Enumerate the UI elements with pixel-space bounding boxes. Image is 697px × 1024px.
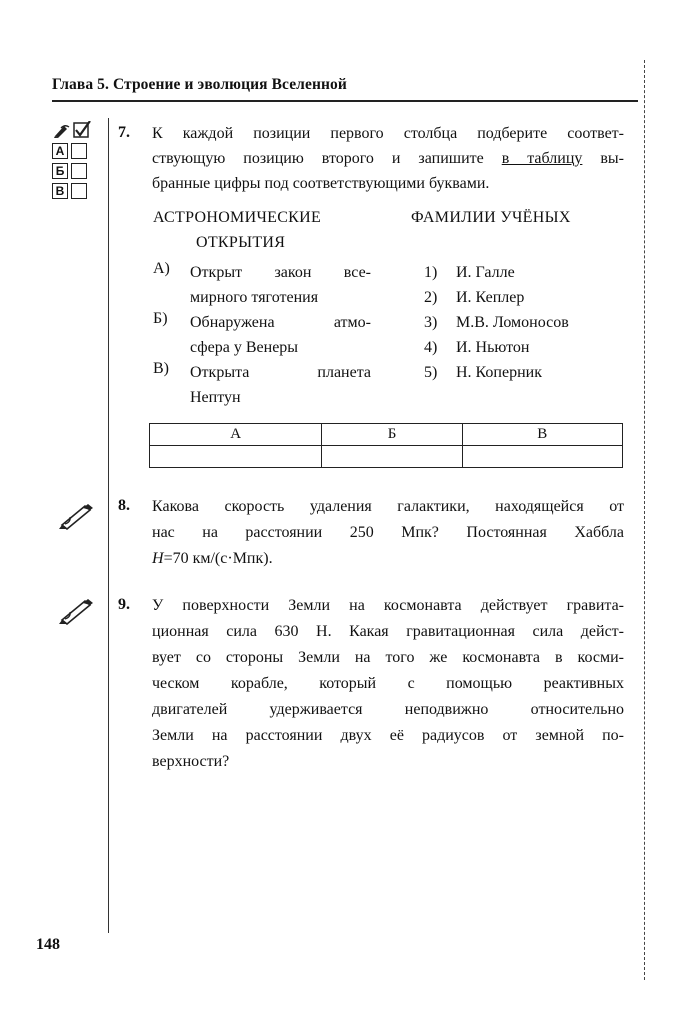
item-number: 1)	[424, 264, 438, 281]
table-header-cell: Б	[322, 424, 462, 446]
item-line: Обнаружена атмо-	[190, 314, 371, 331]
chapter-title: Глава 5. Строение и эволюция Вселенной	[52, 76, 347, 93]
list-item	[424, 335, 569, 360]
item-line: мирного тяготения	[190, 289, 319, 306]
left-column-header: АСТРОНОМИЧЕСКИЕ	[153, 209, 322, 226]
answer-box-empty[interactable]	[71, 143, 87, 159]
answer-table	[149, 423, 623, 468]
answer-cell[interactable]	[462, 446, 622, 468]
cut-line	[644, 60, 645, 980]
text-line: нас на расстоянии 250 Мпк? Постоянная Хаббла	[152, 524, 624, 541]
pen-icon	[57, 595, 97, 630]
item-number: 2)	[424, 289, 438, 306]
table-header-cell: А	[150, 424, 322, 446]
item-name: И. Галле	[456, 264, 515, 281]
question-8-text	[152, 494, 624, 572]
question-7-text	[152, 121, 624, 196]
text-line	[152, 546, 624, 572]
text-fragment: =70 км/(с·Мпк).	[163, 550, 273, 567]
pencil-icon	[52, 121, 94, 139]
list-item	[424, 360, 569, 385]
answer-box-row-b	[52, 163, 87, 179]
answer-box-letter: В	[52, 183, 68, 199]
answer-box-empty[interactable]	[71, 183, 87, 199]
text-fragment: вы-	[582, 150, 624, 167]
text-line: двигателей удерживается неподвижно относительно	[152, 701, 624, 718]
item-name: Н. Коперник	[456, 364, 542, 381]
item-number: 3)	[424, 314, 438, 331]
text-line: У поверхности Земли на космонавта действует гравита-	[152, 597, 624, 614]
answer-cell[interactable]	[322, 446, 462, 468]
text-line: К каждой позиции первого столбца подберите соответ-	[152, 125, 624, 142]
right-items	[424, 260, 569, 385]
pen-icon	[57, 500, 97, 535]
question-number: 7.	[118, 124, 130, 141]
page-number: 148	[36, 936, 60, 953]
text-fragment: ствующую позицию второго и запишите	[152, 150, 502, 167]
item-label: А)	[153, 260, 170, 277]
text-line: верхности?	[152, 753, 230, 770]
item-line: Нептун	[190, 389, 241, 406]
answer-icons	[52, 121, 94, 139]
list-item	[153, 260, 371, 310]
item-name: И. Ньютон	[456, 339, 530, 356]
left-items	[153, 260, 371, 410]
underlined-phrase: в таблицу	[501, 150, 583, 167]
question-number: 8.	[118, 497, 130, 514]
item-number: 5)	[424, 364, 438, 381]
header-rule	[52, 100, 638, 102]
table-row	[150, 446, 623, 468]
item-line: Открыт закон все-	[190, 264, 371, 281]
answer-box-row-v	[52, 183, 87, 199]
text-line: ческом корабле, который с помощью реактивных	[152, 675, 624, 692]
table-header-row	[150, 424, 623, 446]
text-line: ционная сила 630 Н. Какая гравитационная сила дейст-	[152, 623, 624, 640]
question-9-text	[152, 593, 624, 775]
item-number: 4)	[424, 339, 438, 356]
question-number: 9.	[118, 596, 130, 613]
table-header-cell: В	[462, 424, 622, 446]
list-item	[153, 360, 371, 410]
text-line: Земли на расстоянии двух её радиусов от земной по-	[152, 727, 624, 744]
text-line: вует со стороны Земли на того же космонавта в косми-	[152, 649, 624, 666]
item-line: Открыта планета	[190, 364, 371, 381]
answer-cell[interactable]	[150, 446, 322, 468]
list-item	[424, 310, 569, 335]
answer-box-row-a	[52, 143, 87, 159]
text-line: Какова скорость удаления галактики, находящейся от	[152, 498, 624, 515]
list-item	[424, 285, 569, 310]
left-column-header-line2: ОТКРЫТИЯ	[196, 234, 286, 251]
right-column-header: ФАМИЛИИ УЧЁНЫХ	[411, 209, 571, 226]
list-item	[424, 260, 569, 285]
formula-symbol: H	[152, 550, 164, 567]
item-name: М.В. Ломоносов	[456, 314, 569, 331]
margin-rule	[108, 118, 109, 933]
answer-box-letter: Б	[52, 163, 68, 179]
item-label: В)	[153, 360, 169, 377]
text-line	[152, 146, 624, 171]
list-item	[153, 310, 371, 360]
answer-box-letter: А	[52, 143, 68, 159]
text-line: бранные цифры под соответствующими буквами.	[152, 175, 490, 192]
answer-box-empty[interactable]	[71, 163, 87, 179]
item-line: сфера у Венеры	[190, 339, 299, 356]
item-label: Б)	[153, 310, 168, 327]
item-name: И. Кеплер	[456, 289, 525, 306]
